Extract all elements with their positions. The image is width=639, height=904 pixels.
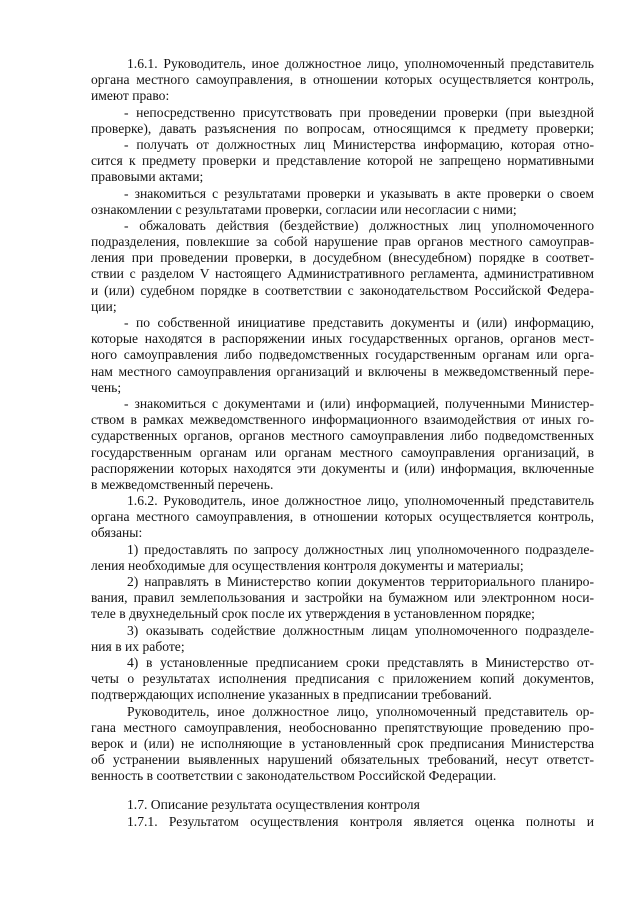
text-line: 2) направлять в Министерство копии документов территориального планиро- — [127, 574, 594, 589]
text-line: нам местного самоуправления организаций и включены в межведомственный пере- — [91, 363, 594, 379]
text-line: Руководитель, иное должностное лицо, уполномоченный представитель ор- — [127, 703, 594, 719]
text-line: и (или) судебном порядке в соответствии с законодательством Российской Федера- — [91, 282, 594, 298]
text-line: 1) предоставлять по запросу должностных лиц уполномоченного подразделе- — [127, 541, 594, 557]
text-line: 3) оказывать содействие должностным лицам уполномоченного подразделе- — [127, 622, 594, 638]
text-line: четы о результатах исполнения предписания с приложением копий документов, — [91, 671, 594, 687]
text-line: вания, правил землепользования и застройки на бумажном или электронном носи- — [91, 590, 594, 606]
text-line: правовыми актами; — [91, 169, 204, 185]
text-line: - обжаловать действия (бездействие) должностных лиц уполномоченного — [124, 217, 594, 233]
text-line: органа местного самоуправления, в отношении которых осуществляется контроль, — [91, 509, 594, 525]
text-line: обязаны: — [91, 525, 143, 541]
text-line: ления необходимые для осуществления контроля документы и материалы; — [91, 557, 524, 573]
text-line: теле в двухнедельный срок после их утверждения в установленном порядке; — [91, 606, 535, 622]
section-heading: 1.7. Описание результата осуществления контроля — [127, 797, 420, 813]
text-line: ного самоуправления либо подведомственных государственным органам или орга- — [91, 347, 594, 363]
text-line: ции; — [91, 298, 117, 314]
text-line: ления при проведении проверки, в досудебном (внесудебном) порядке в соответ- — [91, 250, 594, 266]
text-line: - знакомиться с документами и (или) информацией, полученными Министер- — [124, 395, 594, 411]
text-line: имеют право: — [91, 88, 170, 104]
text-line: сится к предмету проверки и представление которой не запрещено нормативными — [91, 153, 594, 169]
text-line: 1.6.2. Руководитель, иное должностное лицо, уполномоченный представитель — [127, 493, 594, 509]
text-line: в межведомственный перечень. — [91, 476, 274, 492]
text-line: проверке), давать разъяснения по вопросам, относящимся к предмету проверки; — [91, 120, 594, 136]
text-line: венность в соответствии с законодательством Российской Федерации. — [91, 768, 497, 784]
text-line: ством в рамках межведомственного информационного взаимодействия от иных го- — [91, 412, 594, 428]
text-line: сударственных органов, органов местного самоуправления либо подведомственных — [91, 428, 594, 444]
text-line: гана местного самоуправления, необоснованно препятствующие проведению про- — [91, 719, 594, 735]
text-line: - знакомиться с результатами проверки и указывать в акте проверки о своем — [124, 185, 594, 201]
text-line: чень; — [91, 379, 122, 395]
text-line: государственным органам или органам местного самоуправления организаций, в — [91, 444, 594, 460]
text-line: которые находятся в распоряжении иных государственных органов, органов мест- — [91, 331, 594, 347]
text-line: ознакомлении с результатами проверки, согласии или несогласии с ними; — [91, 201, 517, 217]
text-line: распоряжении которых находятся эти документы и (или) информация, включенные — [91, 460, 594, 476]
text-line: ствии с разделом V настоящего Административного регламента, административном — [91, 266, 594, 282]
text-line: подтверждающих исполнение указанных в предписании требований. — [91, 687, 492, 703]
text-line: - получать от должностных лиц Министерства информацию, которая отно- — [124, 136, 594, 152]
text-line: - непосредственно присутствовать при проведении проверки (при выездной — [124, 104, 594, 120]
text-line: верок и (или) не исполняющие в установленный срок предписания Министерства — [91, 735, 594, 751]
text-line: 1.6.1. Руководитель, иное должностное лицо, уполномоченный представитель — [127, 56, 594, 71]
text-line: об устранении выявленных нарушений обязательных требований, несут ответст- — [91, 752, 594, 768]
text-line: органа местного самоуправления, в отношении которых осуществляется контроль, — [91, 72, 594, 88]
section-gap — [91, 784, 594, 797]
text-line: - по собственной инициативе представить документы и (или) информацию, — [124, 315, 594, 330]
text-line: 1.7.1. Результатом осуществления контроля является оценка полноты и — [127, 813, 594, 829]
text-line: 4) в установленные предписанием сроки представлять в Министерство от- — [127, 654, 594, 670]
text-line: подразделения, повлекшие за собой нарушение прав органов местного самоуправ- — [91, 234, 594, 250]
text-line: ния в их работе; — [91, 638, 185, 654]
